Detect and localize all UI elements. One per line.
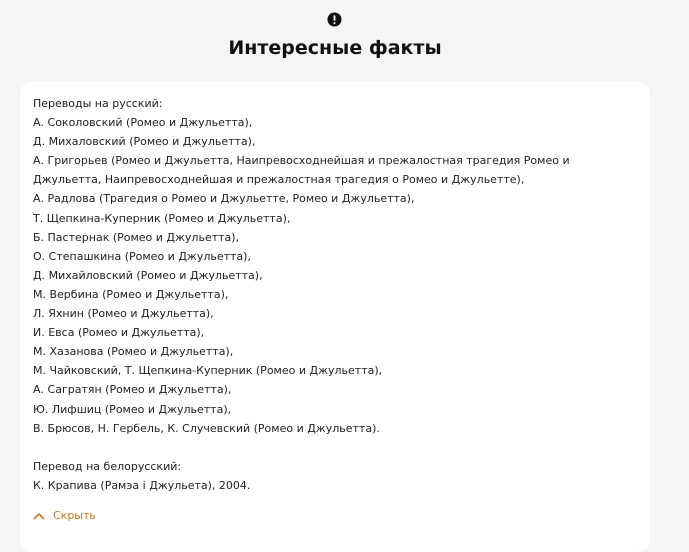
translation-item: О. Степашкина (Ромео и Джульетта), — [33, 249, 251, 263]
exclamation-circle-icon — [327, 12, 342, 27]
translation-item: М. Вербина (Ромео и Джульетта), — [33, 287, 229, 301]
translation-item: К. Крапива (Рамэа і Джульета), 2004. — [33, 478, 251, 492]
translation-item: Л. Яхнин (Ромео и Джульетта), — [33, 307, 214, 321]
paragraph-gap — [33, 438, 633, 457]
translation-item: Д. Михаловский (Ромео и Джульетта), — [33, 135, 256, 149]
translation-item: Т. Щепкина-Куперник (Ромео и Джульетта), — [33, 211, 291, 225]
translation-item: М. Хазанова (Ромео и Джульетта), — [33, 345, 234, 359]
translation-item: А. Соколовский (Ромео и Джульетта), — [33, 116, 253, 130]
translation-item: А. Григорьев (Ромео и Джульетта, Наипревосходнейшая и прежалостная трагедия Ромео и Джульетта, Наипревосходнейшая и прежалостная трагедия о Ромео и Джульетте), — [33, 154, 570, 187]
chevron-up-icon — [33, 512, 45, 520]
collapse-toggle-label: Скрыть — [53, 509, 96, 522]
translation-item: Д. Михайловский (Ромео и Джульетта), — [33, 268, 263, 282]
russian-translations-heading: Переводы на русский: — [33, 97, 163, 110]
facts-content — [33, 94, 633, 495]
belarusian-translations-heading: Перевод на белорусский: — [33, 459, 182, 473]
translation-item: М. Чайковский, Т. Щепкина-Куперник (Ромео и Джульетта), — [33, 364, 383, 378]
section-title: Интересные факты — [228, 37, 442, 59]
translation-item: Б. Пастернак (Ромео и Джульетта), — [33, 230, 240, 244]
translation-item: А. Радлова (Трагедия о Ромео и Джульетте, Ромео и Джульетта), — [33, 192, 415, 206]
collapse-toggle-button[interactable] — [33, 506, 96, 525]
facts-card — [20, 82, 650, 552]
translation-item: Ю. Лифшиц (Ромео и Джульетта), — [33, 402, 232, 416]
translation-item: В. Брюсов, Н. Гербель, К. Случевский (Ромео и Джульетта). — [33, 421, 380, 435]
translation-item: А. Сагратян (Ромео и Джульетта), — [33, 383, 232, 397]
translation-item: И. Евса (Ромео и Джульетта), — [33, 326, 205, 340]
